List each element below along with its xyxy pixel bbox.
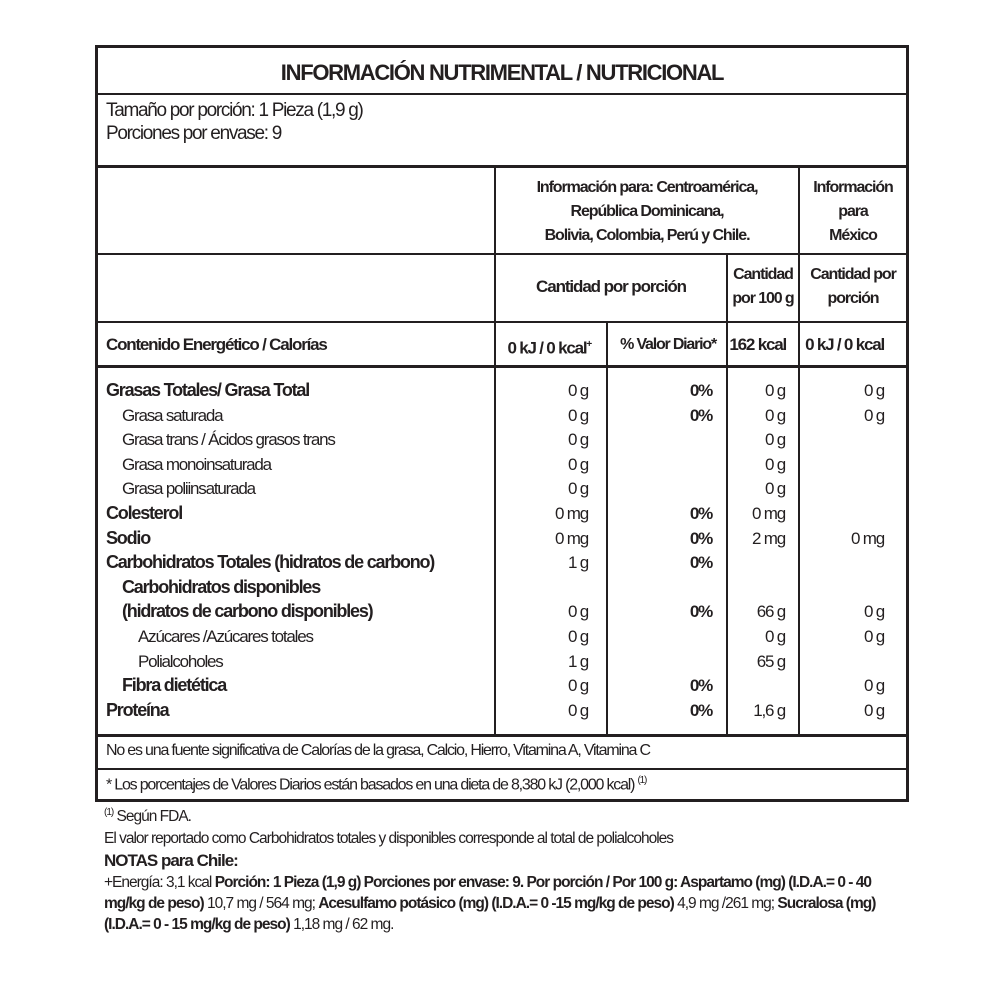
divider [98, 93, 906, 95]
nutrient-value-c1: 0 g [567, 676, 588, 696]
nutrient-label: Grasa monoinsaturada [122, 454, 271, 474]
per-serving-header: Cantidad por porción [536, 277, 686, 296]
nutrient-value-c1: 0 g [567, 602, 588, 622]
nutrient-value-c4: 0 g [863, 627, 884, 646]
nutrient-value-c1: 0 g [567, 381, 588, 400]
nutrient-row [98, 452, 906, 477]
nutrient-value-c3: 2 mg [752, 528, 785, 548]
nutrient-label: Polialcoholes [138, 651, 223, 671]
divider [98, 253, 906, 255]
nutrient-value-c2: 0% [689, 405, 712, 425]
nutrient-row [98, 575, 906, 600]
nutrient-value-c3: 1,6 g [753, 700, 785, 720]
notes: $^{(1)}$ Según FDA. El valor reportado como Carbohidratos totales y disponibles corresponde al total de polialcoholes NOTAS para Chile: +Energía: 3,1 kcal Porción: 1 Pieza (1,9 g) Porciones por envase: 9. Por porción / Por 100 g: Aspartamo (mg) (I.D.A.= 0 - 40 mg/kg de peso) 10,7 mg / 564 mg; Acesulfamo potásico (mg) (I.D.A.= 0 -15 mg/kg de peso) 4,9 mg /261 mg; Sucralosa (mg) (I.D.A.= 0 - 15 mg/kg de peso) 1,18 mg / 62 mg. [104, 807, 876, 934]
nutrient-row [98, 599, 906, 624]
nutrient-row [98, 378, 906, 403]
nutrient-label: Grasa saturada [122, 405, 223, 425]
nutrient-value-c3: 0 g [764, 405, 785, 425]
nutrient-row [98, 550, 906, 575]
nutrient-value-c1: 0 g [567, 700, 588, 720]
region-mx-header: Información para México [813, 179, 893, 244]
nutrient-value-c1: 0 mg [555, 504, 588, 523]
nutrient-label: Carbohidratos disponibles [122, 576, 321, 597]
nutrient-value-c3: 0 g [764, 454, 785, 474]
label-title: INFORMACIÓN NUTRIMENTAL / NUTRICIONAL [280, 60, 724, 85]
nutrient-value-c3: 0 g [764, 430, 785, 450]
nutrient-value-c1: 0 g [567, 454, 588, 474]
nutrient-value-c1: 0 g [567, 430, 588, 450]
nutrient-row [98, 649, 906, 674]
nutrient-value-c4: 0 g [863, 676, 884, 696]
nutrient-row [98, 698, 906, 723]
nutrient-row [98, 673, 906, 698]
nutrient-value-c2: 0% [689, 528, 712, 548]
nutrient-value-c3: 0 g [764, 479, 785, 499]
nutrient-value-c1: 0 g [567, 627, 588, 646]
nutrient-label: Grasa trans / Ácidos grasos trans [122, 430, 335, 450]
nutrition-facts-table [95, 45, 909, 802]
nutrient-label: Sodio [106, 527, 150, 548]
serving-size: Tamaño por porción: 1 Pieza (1,9 g) [106, 100, 363, 121]
footer-daily-values: * Los porcentajes de Valores Diarios están basados en una dieta de 8,380 kJ (2,000 kcal) $^{(1)}$ [106, 775, 647, 794]
nutrient-value-c2: 0% [689, 381, 712, 400]
divider [98, 768, 906, 770]
nutrient-value-c2: 0% [689, 676, 712, 696]
nutrient-value-c1: 1 g [567, 553, 588, 573]
nutrient-value-c2: 0% [689, 553, 712, 573]
per-100g-header: Cantidad por 100 g [732, 266, 794, 307]
nutrient-value-c1: 0 g [567, 479, 588, 499]
mx-per-serving-header: Cantidad por porción [810, 266, 896, 307]
nutrient-value-c3: 65 g [756, 651, 785, 671]
nutrient-value-c2: 0% [689, 504, 712, 523]
nutrient-label: Proteína [106, 699, 169, 720]
nutrient-row [98, 476, 906, 501]
nutrient-label: Grasa poliinsaturada [122, 479, 255, 499]
servings-per-container: Porciones por envase: 9 [106, 123, 281, 144]
nutrient-row [98, 403, 906, 428]
nutrient-label: Grasas Totales/ Grasa Total [106, 380, 310, 400]
nutrient-row [98, 526, 906, 551]
nutrient-value-c4: 0 g [863, 700, 884, 720]
nutrient-value-c3: 0 g [764, 381, 785, 400]
nutrient-value-c3: 0 mg [752, 504, 785, 523]
nutrient-value-c3: 0 g [764, 627, 785, 646]
nutrient-label: Fibra dietética [122, 675, 227, 696]
nutrient-value-c1: 0 g [567, 405, 588, 425]
divider [98, 321, 906, 323]
divider [98, 734, 906, 737]
nutrient-label: Carbohidratos Totales (hidratos de carbono) [106, 552, 435, 573]
nutrient-value-c4: 0 mg [851, 528, 884, 548]
energy-row: Contenido Energético / Calorías 0 kJ / 0 kcal+ % Valor Diario* 162 kcal 0 kJ / 0 kcal [106, 335, 884, 358]
nutrient-value-c1: 1 g [567, 651, 588, 671]
nutrient-label: Azúcares /Azúcares totales [138, 627, 313, 646]
nutrient-value-c1: 0 mg [555, 528, 588, 548]
nutrient-row [98, 501, 906, 526]
nutrient-value-c3: 66 g [756, 602, 785, 622]
nutrient-row [98, 427, 906, 452]
nutrient-value-c4: 0 g [863, 405, 884, 425]
nutrient-row [98, 624, 906, 649]
nutrient-value-c2: 0% [689, 700, 712, 720]
nutrient-label: (hidratos de carbono disponibles) [122, 601, 373, 622]
divider [98, 165, 906, 168]
nutrient-value-c4: 0 g [863, 381, 884, 400]
nutrient-value-c4: 0 g [863, 602, 884, 622]
region-ca-header: Información para: Centroamérica, República Dominicana, Bolivia, Colombia, Perú y Chile. [536, 179, 758, 244]
divider [98, 365, 906, 368]
footer-not-significant: No es una fuente significativa de Calorías de la grasa, Calcio, Hierro, Vitamina A, Vitamina C [106, 742, 650, 759]
nutrient-label: Colesterol [106, 503, 183, 523]
nutrient-value-c2: 0% [689, 602, 712, 622]
